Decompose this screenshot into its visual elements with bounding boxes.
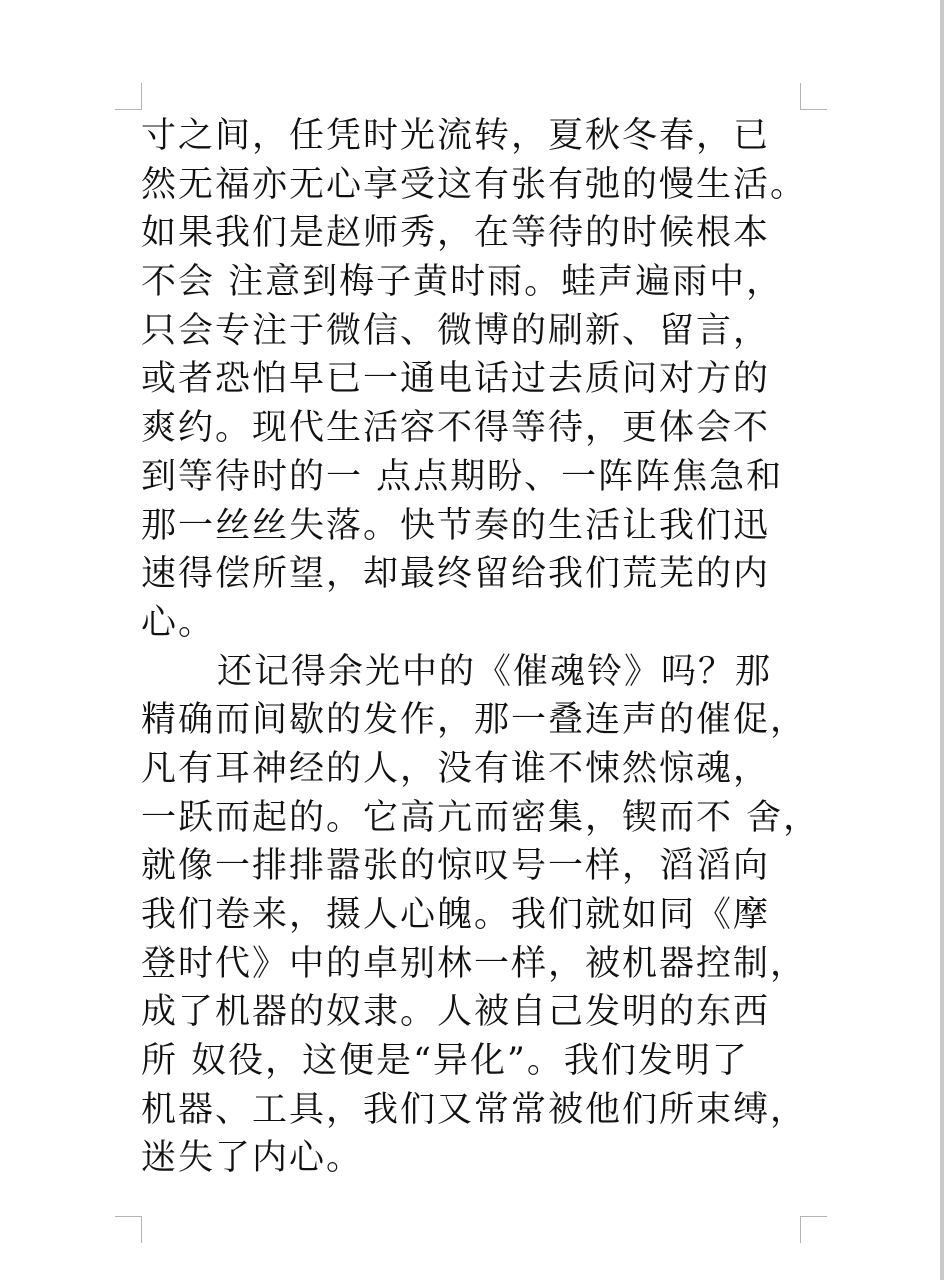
text-line: 一跃而起的。它高亢而密集，锲而不 舍， (141, 797, 821, 838)
page-edge (940, 0, 944, 1280)
text-line: 凡有耳神经的人，没有谁不悚然惊魂， (141, 748, 771, 789)
top-right-margin-mark (800, 83, 827, 110)
top-left-margin-mark (115, 83, 142, 110)
text-line: 迷失了内心。 (141, 1138, 364, 1179)
text-line: 寸之间，任凭时光流转，夏秋冬春，已 (141, 116, 771, 156)
paragraph-1 (141, 112, 821, 648)
text-line: 还记得余光中的《催魂铃》吗？那 (217, 651, 773, 692)
text-line: 然无福亦无心享受这有张有弛的慢生活。 (141, 164, 808, 205)
text-line: 到等待时的一 点点期盼、一阵阵焦急和 (141, 456, 784, 497)
text-line: 如果我们是赵师秀，在等待的时候根本 (141, 213, 771, 254)
text-line: 或者恐怕早已一通电话过去质问对方的 (141, 359, 771, 400)
text-line: 机器、工具，我们又常常被他们所束缚， (141, 1089, 808, 1130)
text-line: 精确而间歇的发作，那一叠连声的催促， (141, 700, 808, 741)
text-line: 爽约。现代生活容不得等待，更体会不 (141, 408, 771, 449)
body-text[interactable] (141, 112, 821, 1183)
text-line: 就像一排排嚣张的惊叹号一样，滔滔向 (141, 846, 771, 887)
bottom-right-margin-mark (800, 1216, 827, 1243)
text-line: 速得偿所望，却最终留给我们荒芜的内 (141, 554, 771, 595)
text-line: 我们卷来，摄人心魄。我们就如同《摩 (141, 895, 771, 935)
bottom-left-margin-mark (115, 1216, 142, 1243)
text-line: 只会专注于微信、微博的刷新、留言， (141, 310, 771, 351)
text-line: 成了机器的奴隶。人被自己发明的东西 (141, 992, 771, 1033)
text-line: 心。 (141, 602, 216, 643)
text-line: 不会 注意到梅子黄时雨。蛙声遍雨中， (141, 262, 784, 303)
text-line: 登时代》中的卓别林一样，被机器控制， (141, 943, 808, 984)
paragraph-2 (141, 648, 821, 1184)
text-line: 所 奴役，这便是“异化”。我们发明了 (141, 1041, 749, 1082)
text-line: 那一丝丝失落。快节奏的生活让我们迅 (141, 505, 771, 546)
